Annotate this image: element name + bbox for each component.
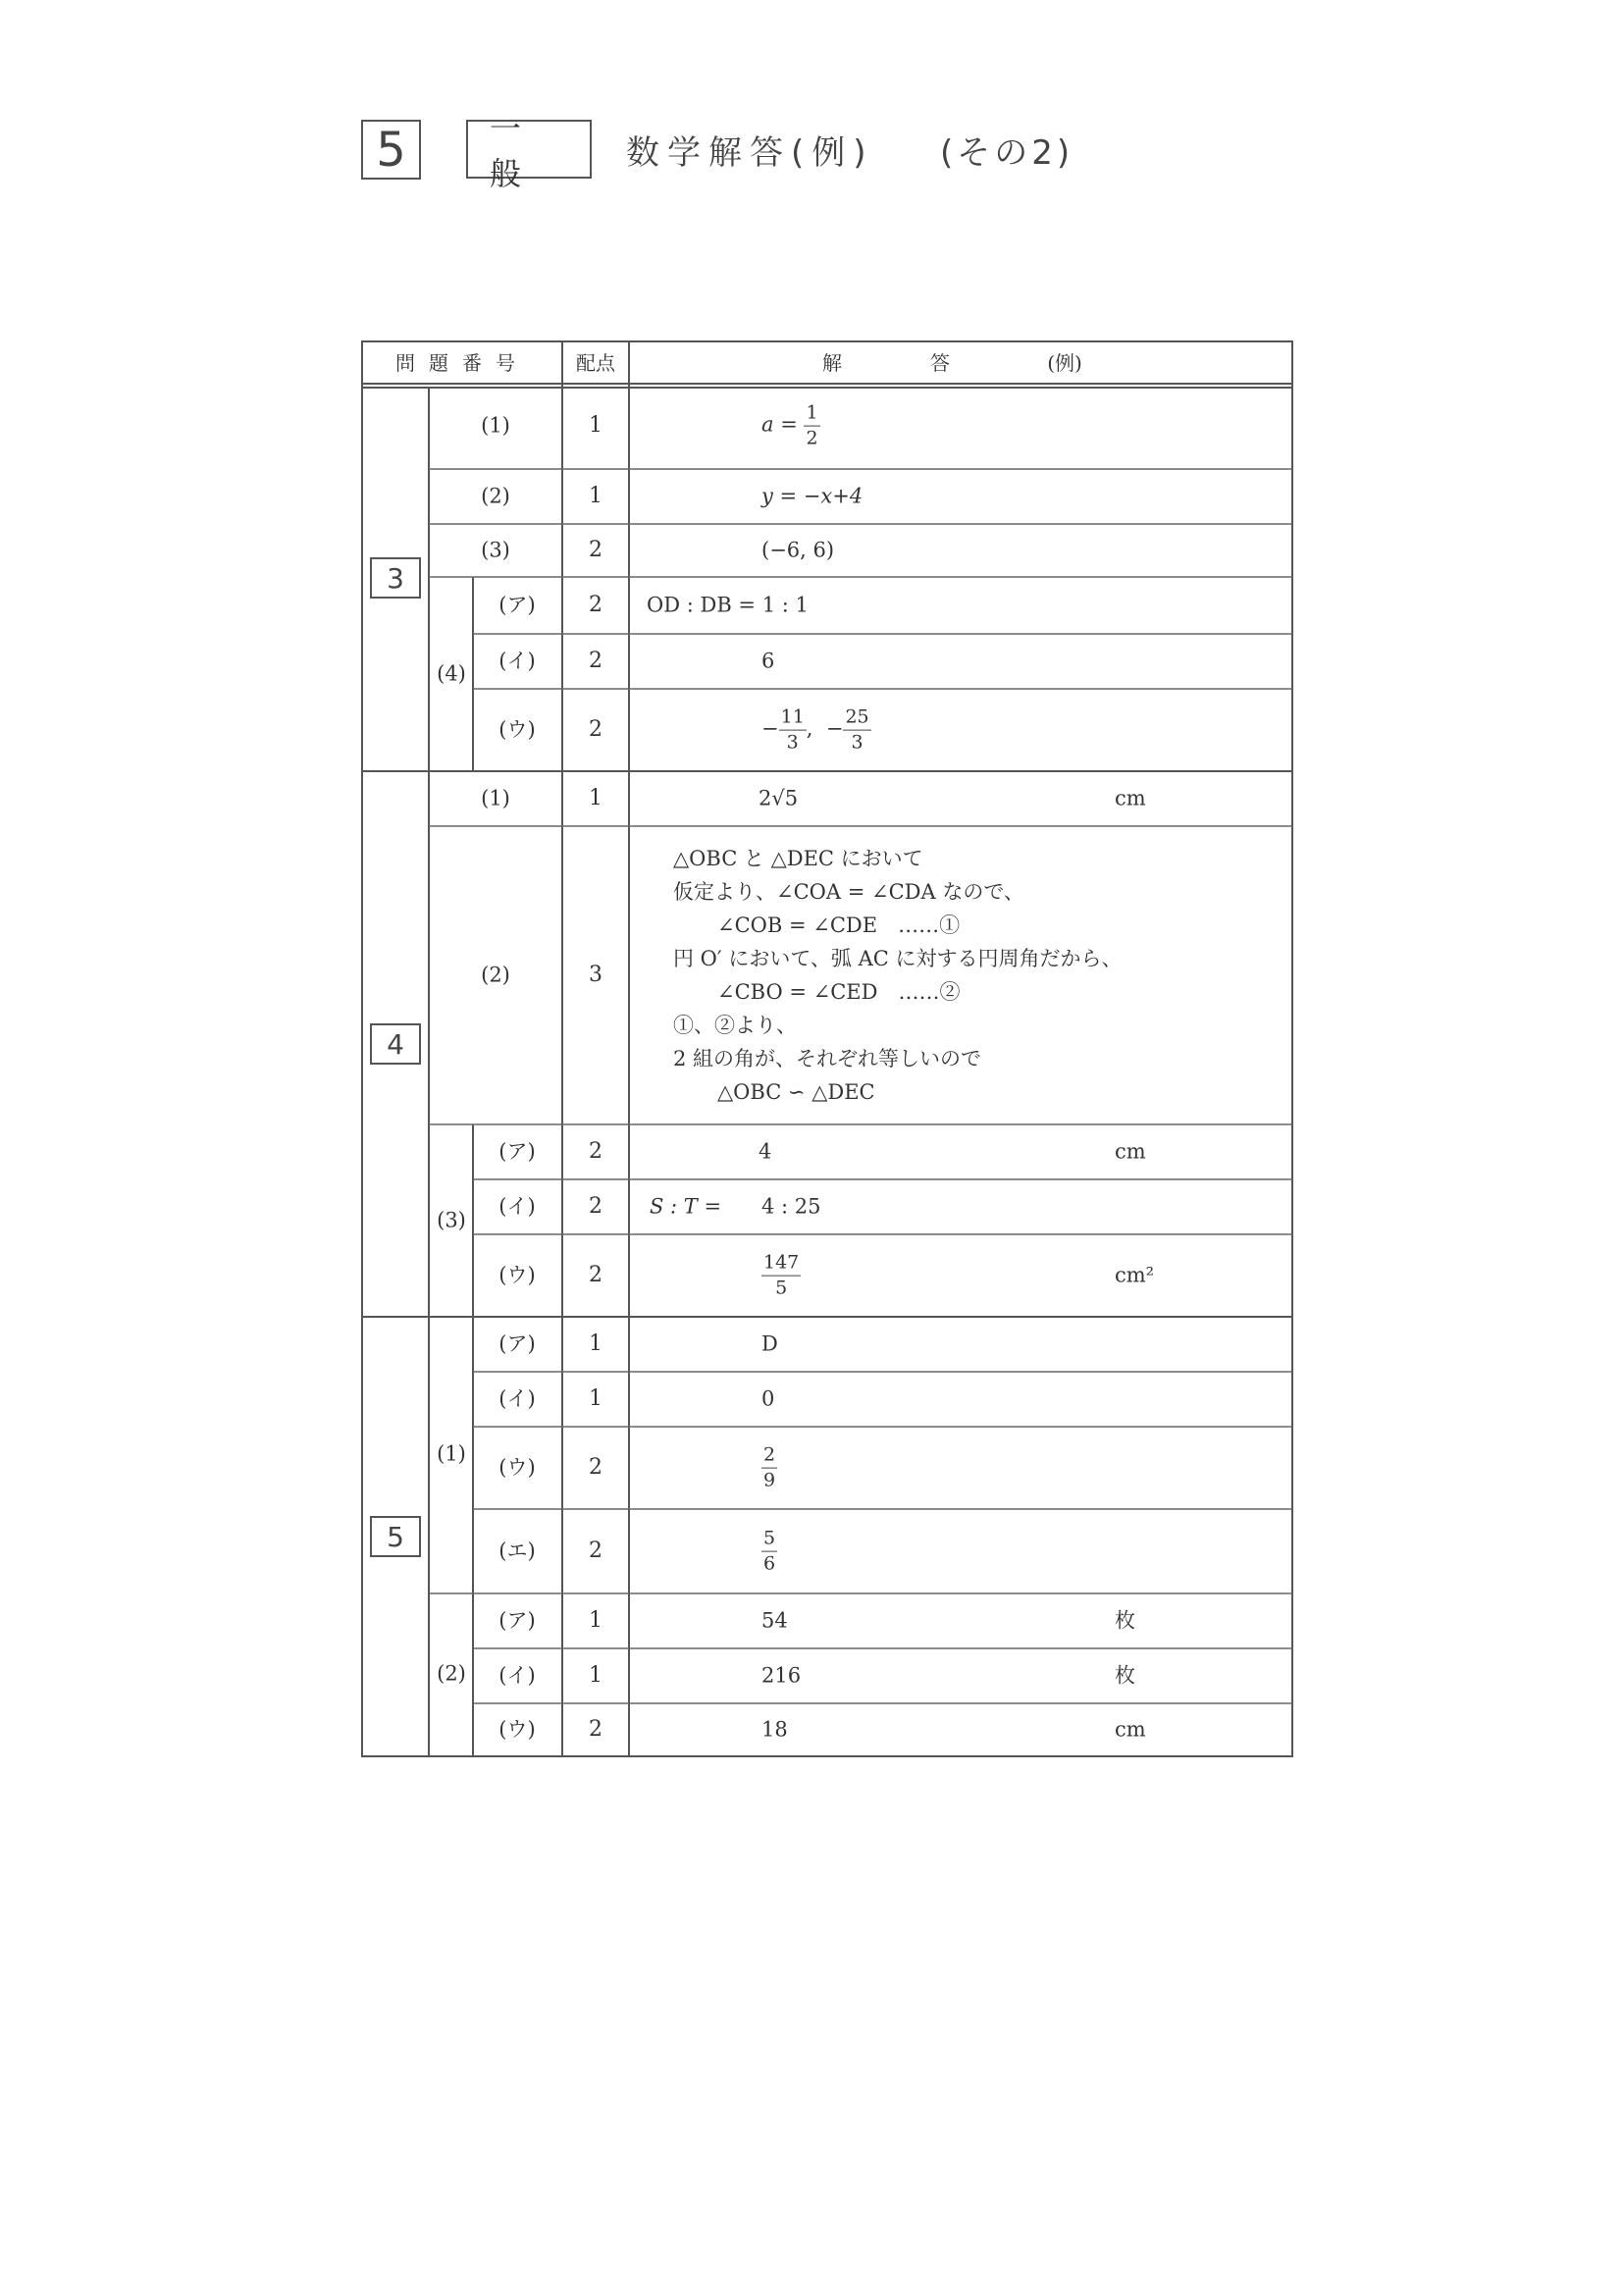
q4-3i-label: (イ) — [498, 1194, 536, 1219]
q4-1-unit: cm — [1115, 786, 1146, 810]
q5-2a-answer: 54 — [761, 1608, 788, 1633]
q5-1e-fraction — [761, 1529, 777, 1575]
page-title: 数学解答(例) — [626, 133, 874, 173]
q4-3i-prefix: S : T = — [650, 1194, 722, 1219]
q4-1-points: 1 — [589, 786, 602, 810]
proof-line-2: 仮定より、∠COA = ∠CDA なので、 — [673, 880, 1024, 904]
q4-3u-fraction — [761, 1253, 801, 1299]
q4-3u-answer — [761, 1253, 801, 1299]
q3-4u-fraction1 — [779, 707, 807, 754]
q5-2u-label: (ウ) — [498, 1717, 536, 1742]
proof-line-8: △OBC ∽ △DEC — [717, 1080, 875, 1104]
q5-1a-points: 1 — [589, 1331, 602, 1356]
q3-4a-points: 2 — [589, 593, 602, 617]
proof-line-6: ①、②より、 — [673, 1014, 797, 1037]
section-5-number: 5 — [387, 1520, 404, 1553]
q3-4u-neg2: − — [825, 716, 844, 741]
q4-3a-label: (ア) — [498, 1139, 536, 1164]
q5-1u-points: 2 — [589, 1455, 602, 1480]
q3-1-label: (1) — [481, 413, 510, 438]
q5-1u-num: 2 — [761, 1445, 777, 1469]
q3-4u-fraction2 — [843, 707, 870, 754]
q3-1-num: 1 — [804, 403, 819, 427]
q5-2-label: (2) — [437, 1661, 466, 1686]
q5-2i-points: 1 — [589, 1663, 602, 1688]
q4-3a-unit: cm — [1115, 1139, 1146, 1164]
q3-4u-label: (ウ) — [498, 717, 536, 742]
q3-4u-points: 2 — [589, 717, 602, 742]
q5-1i-points: 1 — [589, 1386, 602, 1411]
q3-2-answer: y = −x+4 — [761, 484, 864, 508]
q3-1-fraction — [804, 403, 819, 449]
q3-3-answer: (−6, 6) — [761, 538, 835, 562]
q5-2u-answer: 18 — [761, 1717, 788, 1742]
q3-3-label: (3) — [481, 538, 510, 562]
q5-1u-answer — [761, 1445, 777, 1491]
q4-3a-points: 2 — [589, 1139, 602, 1164]
proof-line-1: △OBC と △DEC において — [673, 847, 923, 870]
q5-2a-unit: 枚 — [1115, 1608, 1135, 1633]
q3-4u-den1: 3 — [786, 731, 799, 754]
q5-1a-label: (ア) — [498, 1331, 536, 1356]
q5-2a-points: 1 — [589, 1608, 602, 1633]
q3-4a-label: (ア) — [498, 593, 536, 617]
q3-4u-neg1: − — [761, 716, 779, 741]
q5-1i-answer: 0 — [761, 1386, 775, 1411]
q3-1-var: a = — [761, 412, 798, 437]
section-5-badge — [370, 1516, 421, 1557]
col-header-example: (例) — [1047, 351, 1082, 375]
q5-1-label: (1) — [437, 1441, 466, 1466]
q3-4u-sep: , — [806, 716, 813, 741]
category-label: 一般 — [490, 110, 544, 192]
q4-3u-num: 147 — [761, 1253, 801, 1277]
q4-3u-unit: cm² — [1115, 1263, 1155, 1287]
section-3-badge — [370, 557, 421, 599]
q4-2-proof — [673, 842, 1123, 1109]
q3-1-answer — [761, 403, 820, 449]
col-header-points: 配点 — [576, 351, 615, 375]
proof-line-4: 円 O′ において、弧 AC に対する円周角だから、 — [673, 947, 1123, 970]
q3-4i-points: 2 — [589, 649, 602, 673]
q3-3-points: 2 — [589, 538, 602, 562]
q5-2i-answer: 216 — [761, 1663, 802, 1688]
q4-2-label: (2) — [481, 963, 510, 987]
q5-1e-answer — [761, 1529, 777, 1575]
q3-2-label: (2) — [481, 484, 510, 508]
q3-4u-answer — [761, 707, 871, 754]
col-header-problem-number: 問題番号 — [395, 351, 529, 375]
q5-2a-label: (ア) — [498, 1608, 536, 1633]
section-number: 5 — [376, 122, 406, 178]
q3-4u-num2: 25 — [843, 707, 870, 731]
q4-3u-points: 2 — [589, 1263, 602, 1287]
q5-2i-unit: 枚 — [1115, 1663, 1135, 1688]
q5-1e-points: 2 — [589, 1539, 602, 1563]
col-header-answer: 解答 — [822, 351, 1038, 375]
section-3-number: 3 — [387, 561, 404, 595]
q5-2u-unit: cm — [1115, 1717, 1146, 1742]
q3-4a-answer: OD : DB = 1 : 1 — [647, 593, 809, 617]
q4-3u-label: (ウ) — [498, 1263, 536, 1287]
q5-1u-den: 9 — [763, 1469, 776, 1491]
page-part: (その2) — [940, 133, 1074, 173]
q3-4u-num1: 11 — [779, 707, 807, 731]
q3-4u-den2: 3 — [851, 731, 864, 754]
q3-4i-answer: 6 — [761, 649, 775, 673]
q3-4i-label: (イ) — [498, 649, 536, 673]
q5-1i-label: (イ) — [498, 1386, 536, 1411]
q4-2-points: 3 — [589, 963, 602, 987]
q4-1-answer: 2√5 — [759, 786, 799, 810]
q4-3u-den: 5 — [775, 1277, 788, 1299]
proof-line-5: ∠CBO = ∠CED ……② — [717, 980, 961, 1004]
q5-1a-answer: D — [761, 1331, 778, 1356]
q4-3-label: (3) — [437, 1208, 466, 1232]
section-4-number: 4 — [387, 1027, 404, 1061]
proof-line-7: 2 組の角が、それぞれ等しいので — [673, 1047, 982, 1070]
q5-2i-label: (イ) — [498, 1663, 536, 1688]
q4-3a-answer: 4 — [759, 1139, 772, 1164]
q5-1e-den: 6 — [763, 1552, 776, 1575]
q5-2u-points: 2 — [589, 1717, 602, 1742]
q4-3i-points: 2 — [589, 1194, 602, 1219]
q3-2-points: 1 — [589, 484, 602, 508]
section-4-badge — [370, 1023, 421, 1065]
q5-1u-label: (ウ) — [498, 1455, 536, 1480]
q4-3i-answer: 4 : 25 — [761, 1194, 821, 1219]
q5-1e-label: (エ) — [498, 1539, 536, 1563]
q5-1u-fraction — [761, 1445, 777, 1491]
q3-4-label: (4) — [437, 661, 466, 686]
q5-1e-num: 5 — [761, 1529, 777, 1552]
proof-line-3: ∠COB = ∠CDE ……① — [717, 913, 961, 937]
q4-1-label: (1) — [481, 786, 510, 810]
q3-1-points: 1 — [589, 413, 602, 438]
q3-1-den: 2 — [806, 427, 818, 449]
